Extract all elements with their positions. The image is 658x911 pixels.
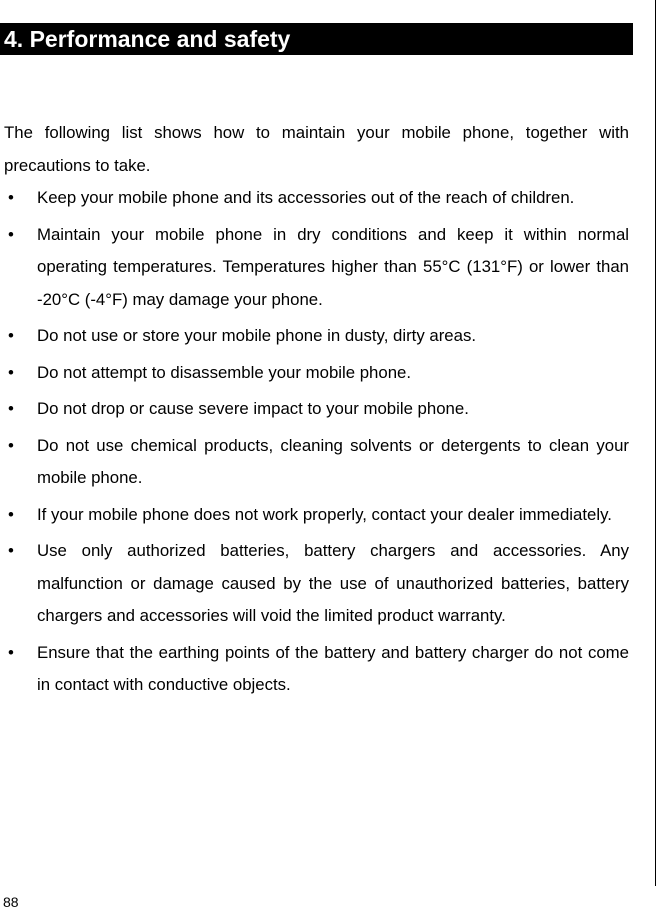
bullet-icon: • bbox=[8, 642, 14, 662]
list-item bbox=[0, 182, 629, 215]
list-item-text: If your mobile phone does not work properly, contact your dealer immediately. bbox=[37, 504, 612, 524]
list-item-text: Ensure that the earthing points of the battery and battery charger do not come in contact with conductive objects. bbox=[37, 642, 629, 694]
bullet-icon: • bbox=[8, 224, 14, 244]
list-item-text: Keep your mobile phone and its accessories out of the reach of children. bbox=[37, 188, 575, 207]
intro-paragraph: The following list shows how to maintain your mobile phone, together with precautions to take. bbox=[4, 123, 629, 175]
list-item-text: Do not attempt to disassemble your mobile phone. bbox=[37, 362, 412, 382]
section-title: 4. Performance and safety bbox=[4, 26, 291, 52]
list-item-text: Maintain your mobile phone in dry conditions and keep it within normal operating temperatures. Temperatures higher than 55°C (131°F) or lower than -20°C (-4°F) may damage your phone. bbox=[37, 224, 629, 309]
page-number: 88 bbox=[3, 894, 19, 910]
list-item bbox=[0, 430, 629, 495]
section-title-bar bbox=[0, 23, 633, 55]
list-item bbox=[0, 393, 629, 426]
safety-list bbox=[0, 182, 629, 706]
list-item bbox=[0, 637, 629, 702]
list-item-text: Use only authorized batteries, battery chargers and accessories. Any malfunction or damage caused by the use of unauthorized batteries, battery chargers and accessories will void the limited product warranty. bbox=[37, 541, 629, 625]
bullet-icon: • bbox=[8, 399, 14, 418]
bullet-icon: • bbox=[8, 188, 14, 207]
bullet-icon: • bbox=[8, 541, 14, 560]
bullet-icon: • bbox=[8, 435, 14, 455]
bullet-icon: • bbox=[8, 326, 14, 345]
page-edge-rule bbox=[655, 0, 656, 886]
list-item bbox=[0, 535, 629, 633]
bullet-icon: • bbox=[8, 504, 14, 524]
list-item bbox=[0, 357, 629, 390]
list-item-text: Do not use or store your mobile phone in dusty, dirty areas. bbox=[37, 326, 477, 345]
bullet-icon: • bbox=[8, 362, 14, 382]
list-item-text: Do not drop or cause severe impact to your mobile phone. bbox=[37, 399, 469, 418]
list-item bbox=[0, 320, 629, 353]
list-item-text: Do not use chemical products, cleaning solvents or detergents to clean your mobile phone. bbox=[37, 435, 629, 487]
list-item bbox=[0, 219, 629, 317]
list-item bbox=[0, 499, 629, 532]
